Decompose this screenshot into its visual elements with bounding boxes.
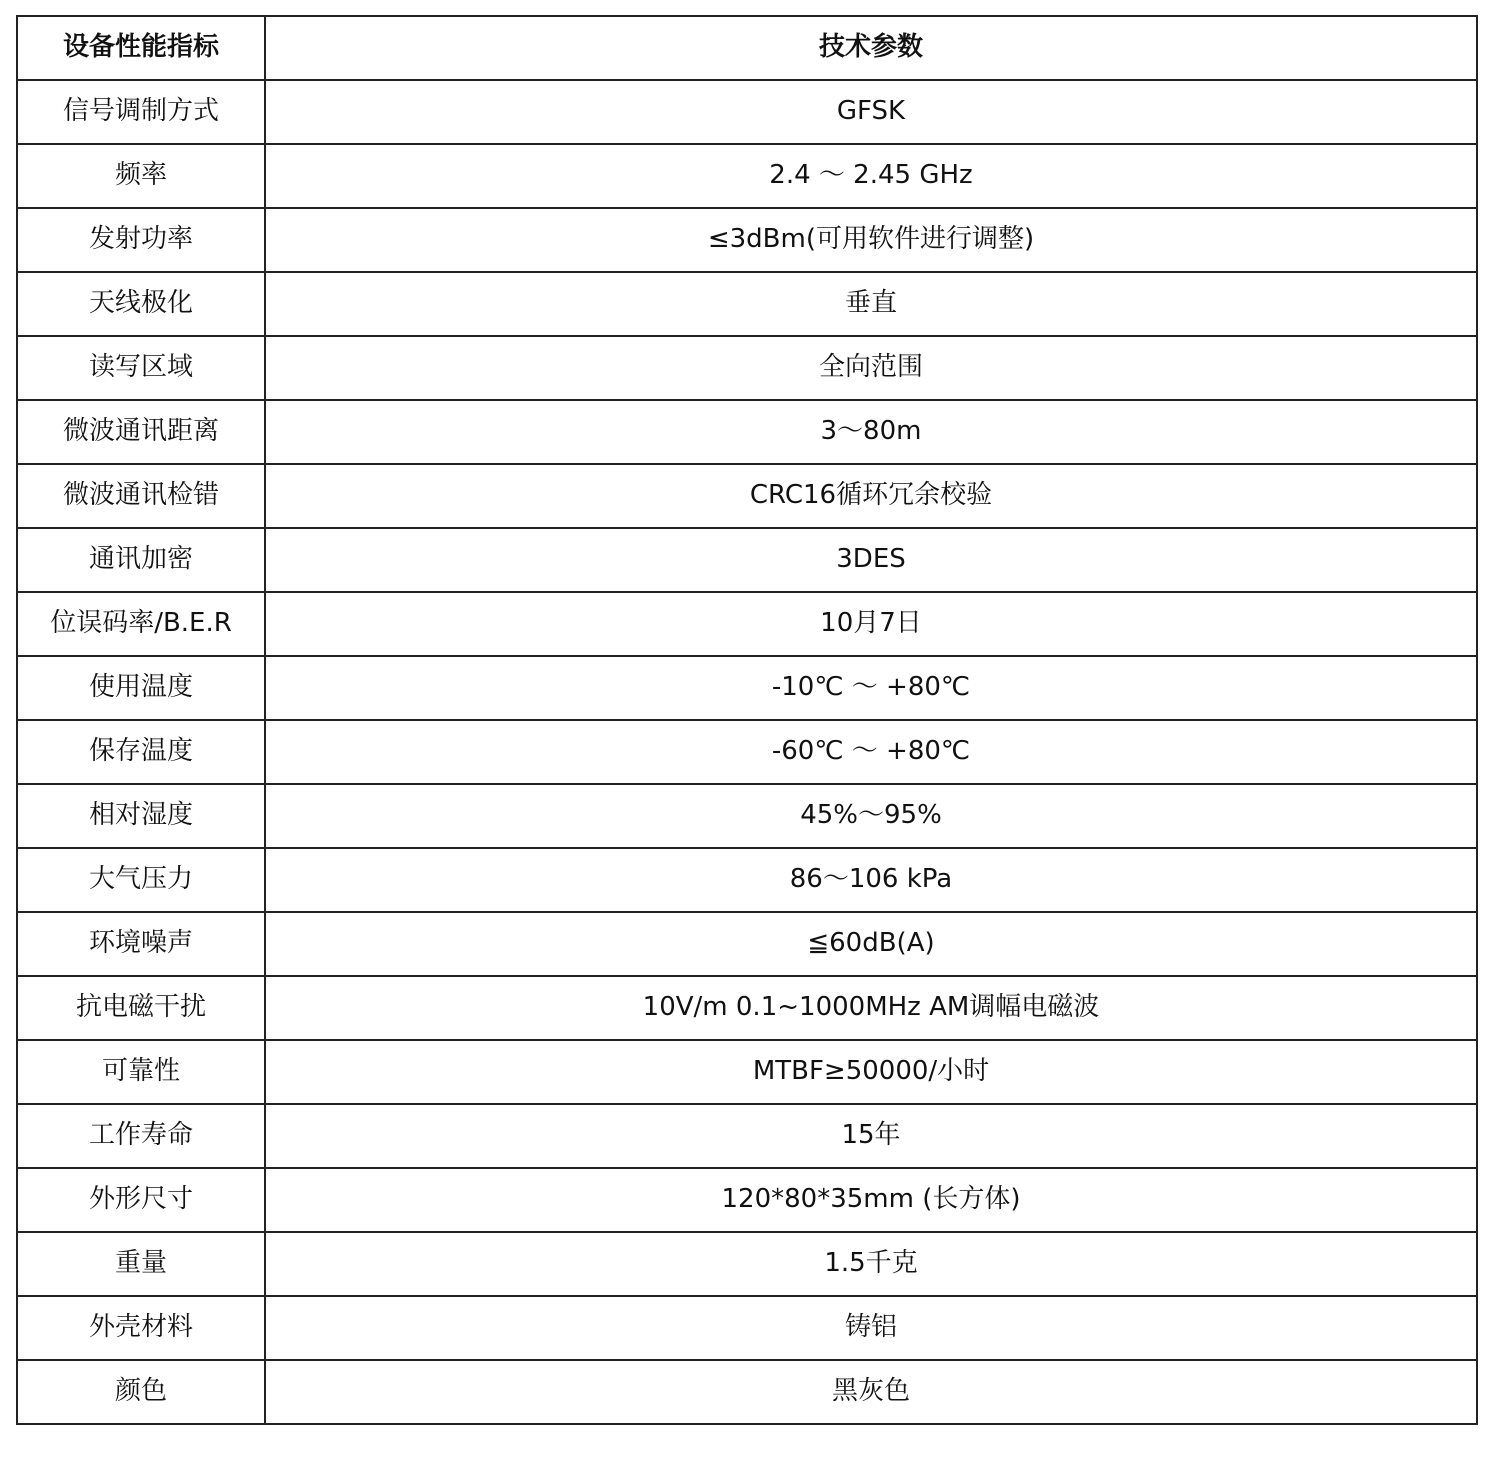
row-label: 天线极化	[17, 272, 265, 336]
table-header-row	[17, 16, 1477, 80]
table-row	[17, 336, 1477, 400]
row-label: 微波通讯距离	[17, 400, 265, 464]
row-label: 环境噪声	[17, 912, 265, 976]
row-value: 铸铝	[265, 1296, 1477, 1360]
row-value: 黑灰色	[265, 1360, 1477, 1424]
row-label: 发射功率	[17, 208, 265, 272]
row-value: 45%～95%	[265, 784, 1477, 848]
row-label: 相对湿度	[17, 784, 265, 848]
table-row	[17, 1360, 1477, 1424]
row-label: 可靠性	[17, 1040, 265, 1104]
table-row	[17, 848, 1477, 912]
row-label: 外形尺寸	[17, 1168, 265, 1232]
table-row	[17, 1104, 1477, 1168]
row-label: 抗电磁干扰	[17, 976, 265, 1040]
row-value: 全向范围	[265, 336, 1477, 400]
row-value: 3～80m	[265, 400, 1477, 464]
table-row	[17, 272, 1477, 336]
table-row	[17, 1296, 1477, 1360]
table-row	[17, 1040, 1477, 1104]
table-row	[17, 912, 1477, 976]
table-row	[17, 464, 1477, 528]
table-row	[17, 208, 1477, 272]
row-label: 使用温度	[17, 656, 265, 720]
row-label: 位误码率/B.E.R	[17, 592, 265, 656]
row-value: 86～106 kPa	[265, 848, 1477, 912]
table-row	[17, 784, 1477, 848]
row-label: 微波通讯检错	[17, 464, 265, 528]
table-row	[17, 400, 1477, 464]
row-value: MTBF≥50000/小时	[265, 1040, 1477, 1104]
table-row	[17, 528, 1477, 592]
table-row	[17, 80, 1477, 144]
table-row	[17, 656, 1477, 720]
table-row	[17, 976, 1477, 1040]
row-value: 3DES	[265, 528, 1477, 592]
row-value: 2.4 ～ 2.45 GHz	[265, 144, 1477, 208]
row-label: 工作寿命	[17, 1104, 265, 1168]
row-value: CRC16循环冗余校验	[265, 464, 1477, 528]
row-label: 频率	[17, 144, 265, 208]
table-row	[17, 720, 1477, 784]
table-row	[17, 144, 1477, 208]
row-value: 1.5千克	[265, 1232, 1477, 1296]
table-row	[17, 1168, 1477, 1232]
row-label: 重量	[17, 1232, 265, 1296]
row-value: ≤3dBm(可用软件进行调整)	[265, 208, 1477, 272]
table-row	[17, 1232, 1477, 1296]
row-value: 15年	[265, 1104, 1477, 1168]
row-label: 读写区域	[17, 336, 265, 400]
row-value: 垂直	[265, 272, 1477, 336]
header-indicator: 设备性能指标	[17, 16, 265, 80]
row-label: 信号调制方式	[17, 80, 265, 144]
row-value: -60℃ ～ +80℃	[265, 720, 1477, 784]
row-value: 10月7日	[265, 592, 1477, 656]
row-label: 大气压力	[17, 848, 265, 912]
header-parameters: 技术参数	[265, 16, 1477, 80]
row-label: 颜色	[17, 1360, 265, 1424]
row-value: 10V/m 0.1~1000MHz AM调幅电磁波	[265, 976, 1477, 1040]
row-label: 保存温度	[17, 720, 265, 784]
row-label: 外壳材料	[17, 1296, 265, 1360]
row-value: 120*80*35mm (长方体)	[265, 1168, 1477, 1232]
row-label: 通讯加密	[17, 528, 265, 592]
spec-table	[16, 15, 1478, 1425]
row-value: ≦60dB(A)	[265, 912, 1477, 976]
row-value: GFSK	[265, 80, 1477, 144]
table-row	[17, 592, 1477, 656]
row-value: -10℃ ～ +80℃	[265, 656, 1477, 720]
